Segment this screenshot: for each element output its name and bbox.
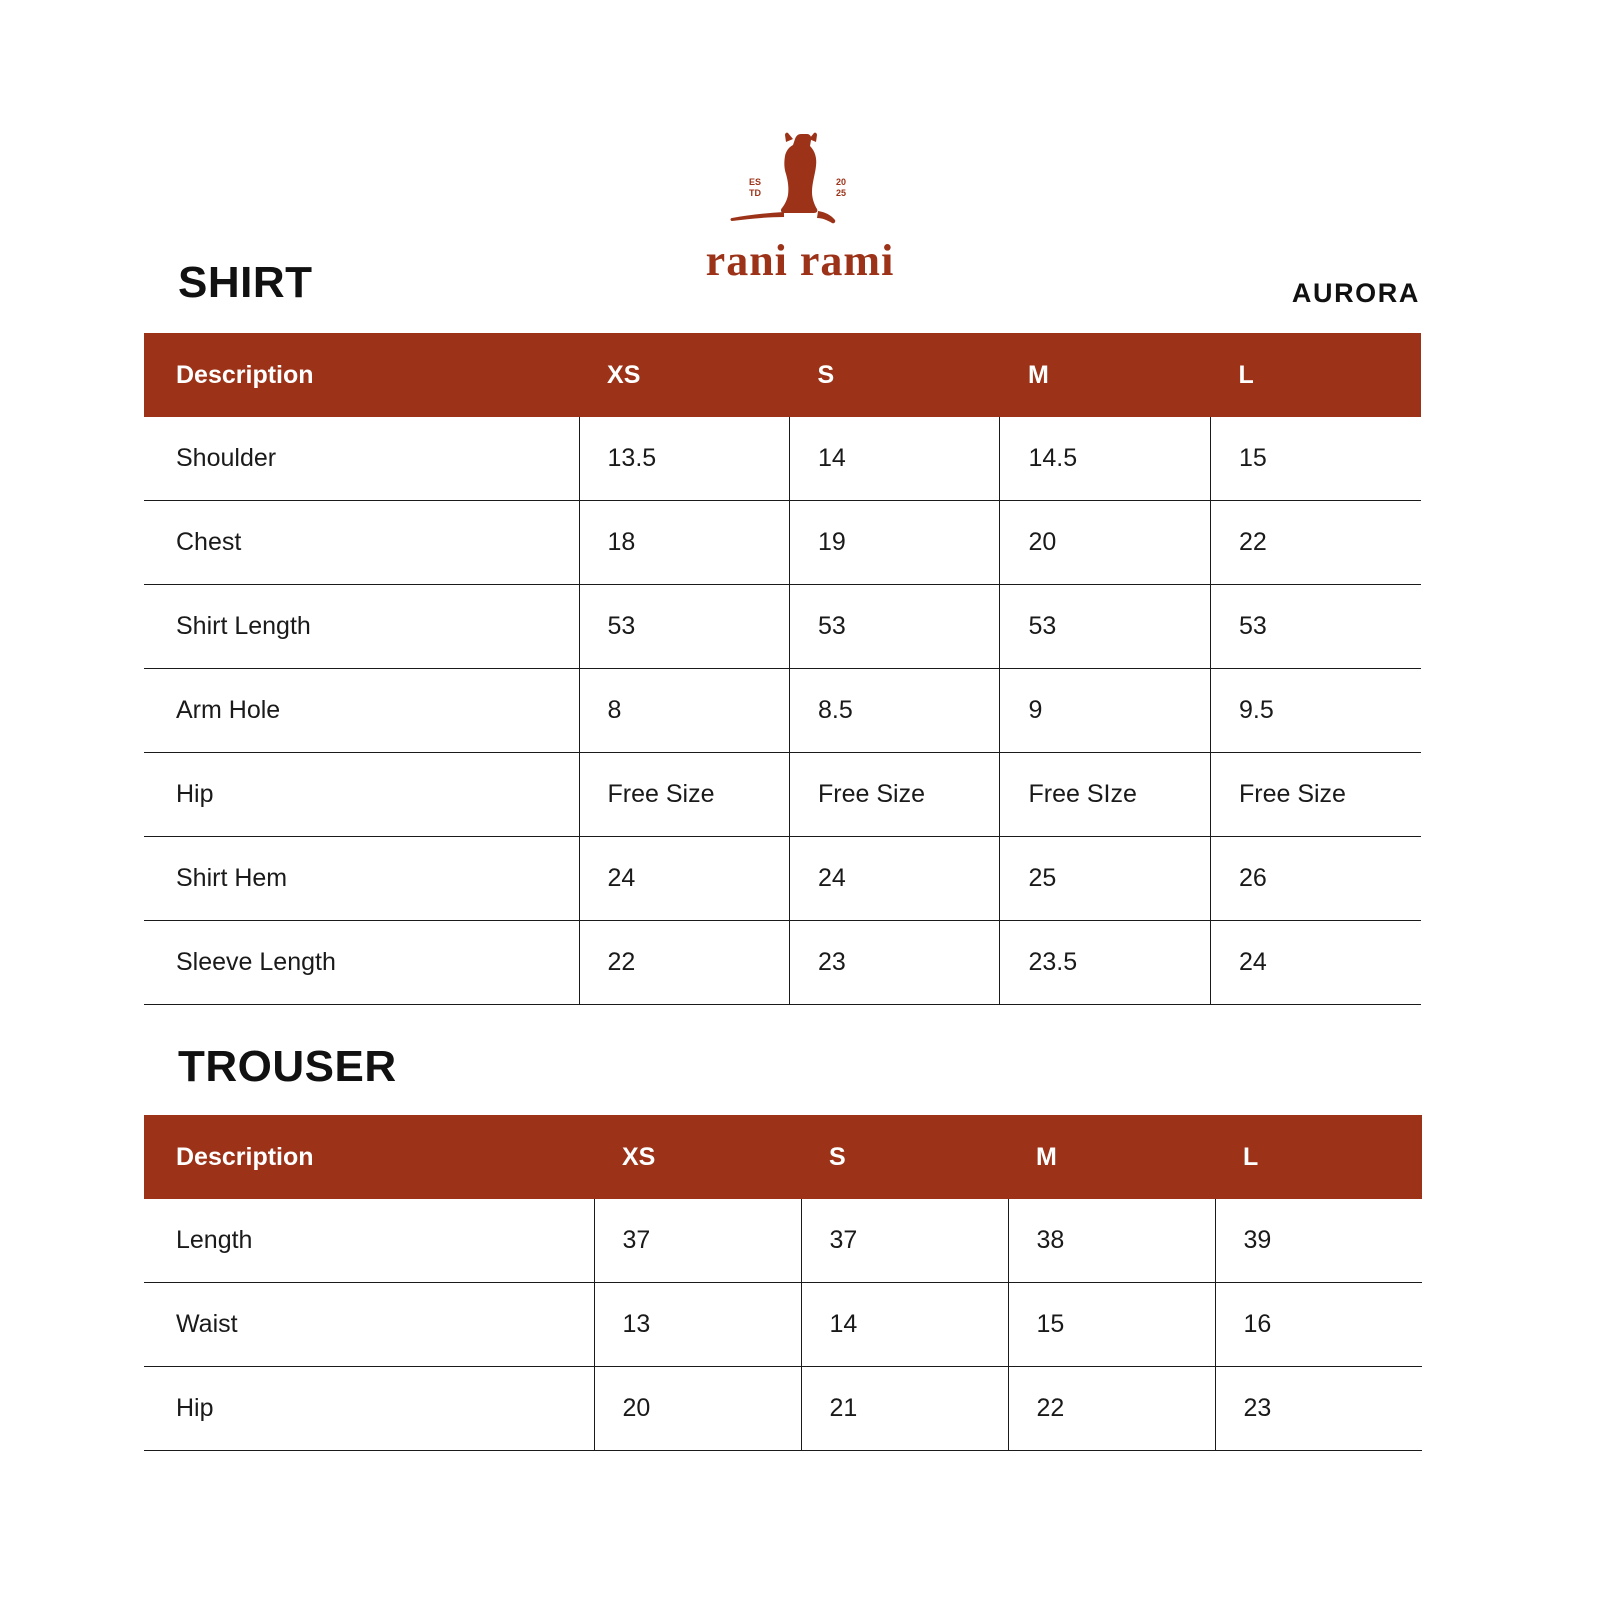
row-label: Chest [144,501,579,585]
column-header-xs: XS [594,1115,801,1199]
svg-text:TD: TD [749,188,761,198]
row-label: Shoulder [144,417,579,501]
row-label: Sleeve Length [144,921,579,1005]
column-header-description: Description [144,333,579,417]
cell-l: 16 [1215,1283,1422,1367]
cell-xs: 22 [579,921,789,1005]
table-row [144,1367,1422,1451]
cell-xs: 8 [579,669,789,753]
cell-xs: 13 [594,1283,801,1367]
cell-m: 9 [1000,669,1210,753]
cell-xs: 53 [579,585,789,669]
cell-xs: Free Size [579,753,789,837]
cell-xs: 20 [594,1367,801,1451]
section-title-shirt: SHIRT [178,258,313,307]
cell-s: 14 [790,417,1000,501]
row-label: Shirt Hem [144,837,579,921]
trouser-size-table [144,1115,1422,1451]
shirt-size-table [144,333,1421,1005]
section-title-trouser: TROUSER [178,1042,397,1091]
cell-l: 23 [1215,1367,1422,1451]
cell-l: 9.5 [1210,669,1421,753]
cell-s: 8.5 [790,669,1000,753]
table-row [144,585,1421,669]
cell-l: 15 [1210,417,1421,501]
collection-name: AURORA [1291,278,1420,308]
row-label: Hip [144,753,579,837]
column-header-m: M [1000,333,1210,417]
cell-m: 15 [1008,1283,1215,1367]
cell-s: 14 [801,1283,1008,1367]
row-label: Waist [144,1283,594,1367]
table-row [144,1199,1422,1283]
row-label: Hip [144,1367,594,1451]
cell-l: Free Size [1210,753,1421,837]
column-header-s: S [801,1115,1008,1199]
cell-xs: 37 [594,1199,801,1283]
brand-wordmark: rani rami [705,236,895,285]
cell-l: 39 [1215,1199,1422,1283]
cell-s: 37 [801,1199,1008,1283]
row-label: Length [144,1199,594,1283]
table-header-row [144,333,1421,417]
cell-s: 21 [801,1367,1008,1451]
svg-text:20: 20 [836,177,847,187]
svg-text:25: 25 [836,188,847,198]
row-label: Shirt Length [144,585,579,669]
cell-s: 53 [790,585,1000,669]
cell-m: 38 [1008,1199,1215,1283]
table-row [144,753,1421,837]
column-header-m: M [1008,1115,1215,1199]
seated-cat-logo-icon [705,128,895,233]
column-header-l: L [1215,1115,1422,1199]
cell-s: 24 [790,837,1000,921]
column-header-l: L [1210,333,1421,417]
column-header-description: Description [144,1115,594,1199]
cell-s: 23 [790,921,1000,1005]
cell-m: 14.5 [1000,417,1210,501]
svg-text:ES: ES [749,177,762,187]
cell-xs: 13.5 [579,417,789,501]
table-row [144,501,1421,585]
cell-l: 22 [1210,501,1421,585]
table-row [144,837,1421,921]
column-header-xs: XS [579,333,789,417]
table-row [144,669,1421,753]
cell-xs: 18 [579,501,789,585]
cell-l: 53 [1210,585,1421,669]
table-row [144,1283,1422,1367]
cell-m: 25 [1000,837,1210,921]
cell-s: 19 [790,501,1000,585]
cell-m: 53 [1000,585,1210,669]
table-row [144,417,1421,501]
cell-xs: 24 [579,837,789,921]
cell-m: 20 [1000,501,1210,585]
cell-l: 24 [1210,921,1421,1005]
column-header-s: S [790,333,1000,417]
table-row [144,921,1421,1005]
table-header-row [144,1115,1422,1199]
cell-m: 23.5 [1000,921,1210,1005]
cell-l: 26 [1210,837,1421,921]
row-label: Arm Hole [144,669,579,753]
cell-s: Free Size [790,753,1000,837]
cell-m: 22 [1008,1367,1215,1451]
cell-m: Free SIze [1000,753,1210,837]
